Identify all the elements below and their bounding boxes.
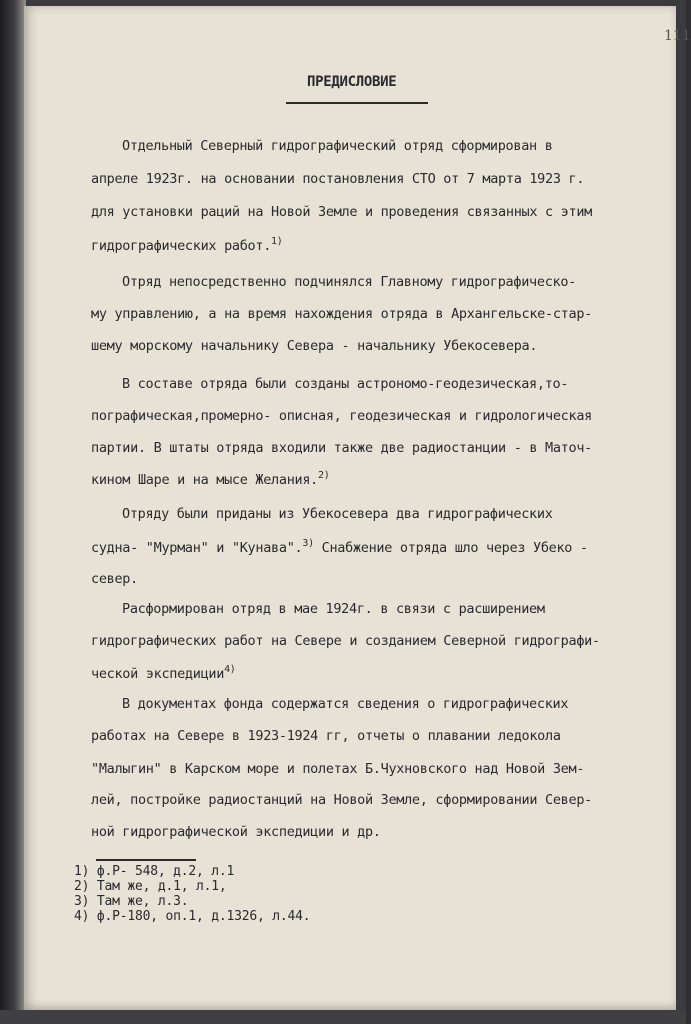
- page-binding-shadow: [0, 0, 26, 1024]
- title-underline: [286, 102, 428, 104]
- text-line: север.: [91, 571, 138, 587]
- text-line: пографическая,промерно- описная, геодезическая и гидрологическая: [91, 408, 592, 424]
- text-line-with-footnote: [91, 664, 236, 682]
- text-line: "Малыгин" в Карском море и полетах Б.Чухновского над Новой Зем-: [91, 761, 585, 777]
- text-line-with-footnote: [91, 470, 329, 488]
- text-line: Расформирован отряд в мае 1924г. в связи с расширением: [122, 601, 545, 617]
- text-line-with-footnote: [91, 538, 588, 556]
- text-line: му управлению, а на время нахождения отряда в Архангельске-стар-: [91, 306, 592, 322]
- page-title: ПРЕДИСЛОВИЕ: [307, 74, 397, 90]
- text-line: ческой экспедиции: [91, 666, 225, 682]
- text-line: апреле 1923г. на основании постановления СТО от 7 марта 1923 г.: [91, 171, 585, 187]
- footnote-mark: 3): [302, 538, 314, 549]
- text-line: гидрографических работ на Севере и созданием Северной гидрографи-: [91, 633, 600, 649]
- text-line: лей, постройке радиостанций на Новой Земле, сформировании Север-: [91, 792, 592, 808]
- text-line: ной гидрографической экспедиции и др.: [91, 824, 381, 840]
- text-line: для установки раций на Новой Земле и проведения связанных с этим: [91, 204, 592, 220]
- footnote: 4) ф.Р-180, оп.1, д.1326, л.44.: [74, 909, 311, 924]
- footnote-mark: 1): [271, 236, 283, 247]
- text-line: партии. В штаты отряда входили также две радиостанции - в Маточ-: [91, 440, 592, 456]
- text-line: Отряду были приданы из Убекосевера два гидрографических: [122, 506, 553, 522]
- typed-page: [24, 6, 691, 1010]
- footnote: 3) Там же, л.3.: [74, 894, 189, 909]
- footnote-mark: 2): [318, 470, 330, 481]
- text-line-with-footnote: [91, 236, 283, 254]
- text-line: В составе отряда были созданы астрономо-геодезическая,то-: [122, 376, 569, 392]
- text-line: Отдельный Северный гидрографический отряд сформирован в: [122, 138, 553, 154]
- text-line: В документах фонда содержатся сведения о гидрографических: [122, 696, 569, 712]
- text-line: судна- "Мурман" и "Кунава".: [91, 540, 303, 556]
- scan-bottom-edge: [0, 1010, 686, 1024]
- text-line: шему морскому начальнику Севера - начальнику Убекосевера.: [91, 338, 538, 354]
- text-line: кином Шаре и на мысе Желания.: [91, 472, 319, 488]
- page-number: 111: [664, 28, 691, 44]
- footnote: 1) ф.Р- 548, д.2, л.1: [74, 864, 235, 879]
- text-line: Отряд непосредственно подчинялся Главному гидрографическо-: [122, 274, 577, 290]
- text-line: гидрографических работ.: [91, 238, 272, 254]
- text-line: работах на Севере в 1923-1924 гг, отчеты о плавании ледокола: [91, 728, 561, 744]
- footnote: 2) Там же, д.1, л.1,: [74, 879, 227, 894]
- footnote-mark: 4): [224, 664, 236, 675]
- text-line: Снабжение отряда шло через Убеко -: [313, 540, 588, 556]
- footnote-divider: [96, 859, 196, 861]
